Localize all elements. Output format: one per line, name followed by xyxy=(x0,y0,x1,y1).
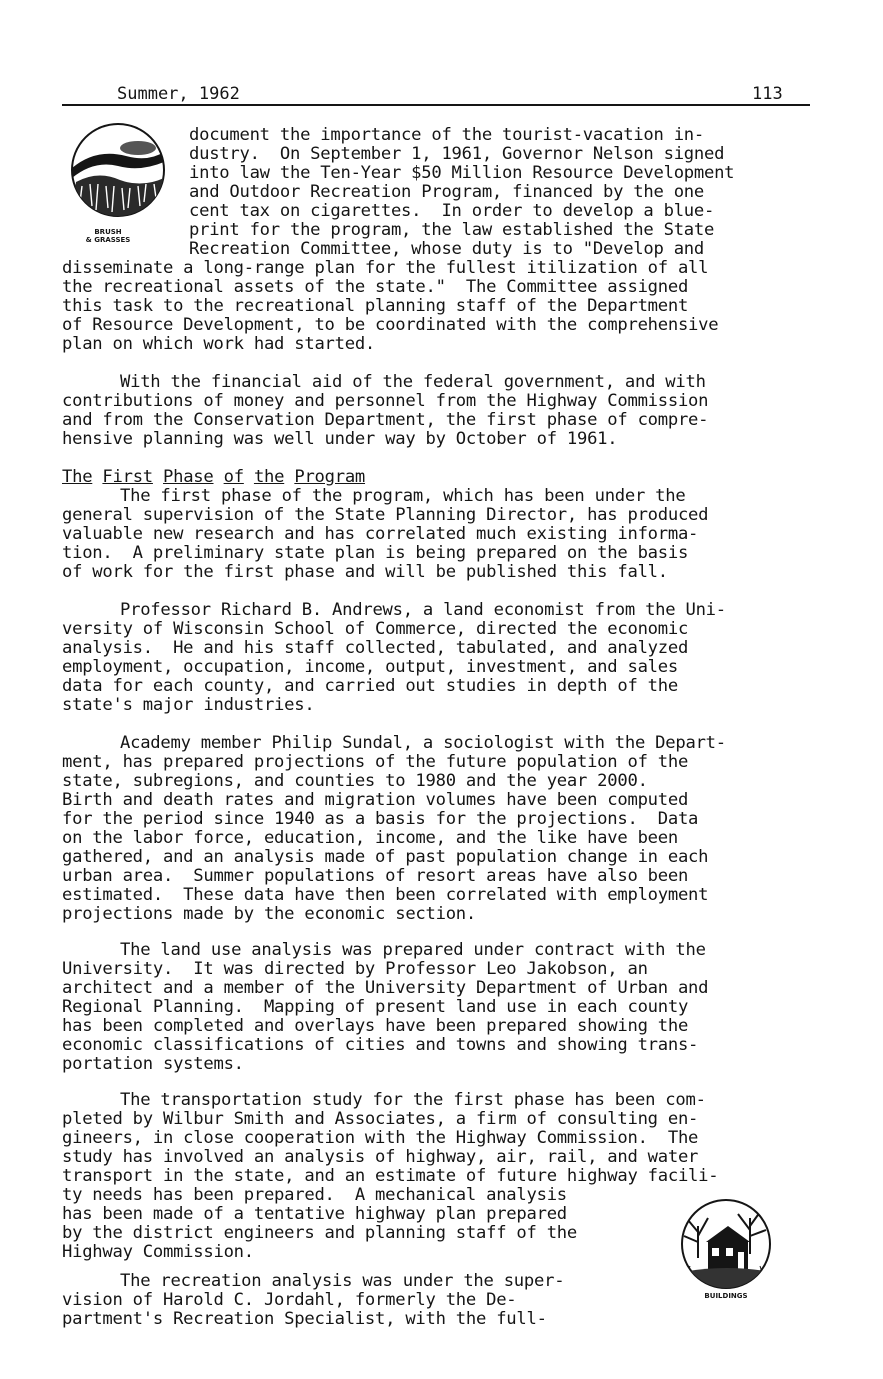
text-line: gineers, in close cooperation with the Highway Commission. The xyxy=(62,1128,699,1148)
text-line: versity of Wisconsin School of Commerce, directed the economic xyxy=(62,619,689,639)
emblem-caption-bottom: BUILDINGS xyxy=(704,1292,748,1300)
text-line: data for each county, and carried out studies in depth of the xyxy=(62,676,678,696)
text-line: by the district engineers and planning staff of the xyxy=(62,1223,577,1243)
caption-line-grasses: & GRASSES xyxy=(85,236,131,244)
text-line: and Outdoor Recreation Program, financed by the one xyxy=(189,182,704,202)
heading-word: Phase xyxy=(163,467,214,487)
text-line: University. It was directed by Professor Leo Jakobson, an xyxy=(62,959,648,979)
emblem-caption-top xyxy=(74,228,142,244)
brush-grasses-icon xyxy=(68,122,170,222)
text-line: vision of Harold C. Jordahl, formerly the De- xyxy=(62,1290,517,1310)
section-heading xyxy=(62,468,365,487)
text-line: plan on which work had started. xyxy=(62,334,376,354)
text-line: Recreation Committee, whose duty is to "Develop and xyxy=(189,239,704,259)
text-line: has been completed and overlays have been prepared showing the xyxy=(62,1016,689,1036)
issue-date: Summer, 1962 xyxy=(117,84,240,104)
text-line: on the labor force, education, income, and the like have been xyxy=(62,828,678,848)
text-line: pleted by Wilbur Smith and Associates, a firm of consulting en- xyxy=(62,1109,699,1129)
text-line: partment's Recreation Specialist, with the full- xyxy=(62,1309,547,1329)
text-line: valuable new research and has correlated much existing informa- xyxy=(62,524,699,544)
text-line: ty needs has been prepared. A mechanical analysis xyxy=(62,1185,567,1205)
text-line: The first phase of the program, which has been under the xyxy=(120,486,686,506)
text-line: Highway Commission. xyxy=(62,1242,254,1262)
text-line: portation systems. xyxy=(62,1054,244,1074)
text-line: economic classifications of cities and towns and showing trans- xyxy=(62,1035,699,1055)
text-line: disseminate a long-range plan for the fullest itilization of all xyxy=(62,258,709,278)
heading-word: First xyxy=(102,467,153,487)
header-rule xyxy=(62,104,810,106)
text-line: The transportation study for the first phase has been com- xyxy=(120,1090,706,1110)
heading-word: the xyxy=(253,467,285,487)
heading-word: Program xyxy=(294,467,366,487)
text-line: general supervision of the State Planning Director, has produced xyxy=(62,505,709,525)
text-line: Academy member Philip Sundal, a sociologist with the Depart- xyxy=(120,733,726,753)
buildings-emblem xyxy=(676,1196,776,1292)
text-line: cent tax on cigarettes. In order to develop a blue- xyxy=(189,201,715,221)
text-line: state, subregions, and counties to 1980 and the year 2000. xyxy=(62,771,648,791)
text-line: of work for the first phase and will be published this fall. xyxy=(62,562,668,582)
caption-line-brush: BRUSH xyxy=(94,228,122,236)
text-line: architect and a member of the University Department of Urban and xyxy=(62,978,709,998)
text-line: Regional Planning. Mapping of present land use in each county xyxy=(62,997,689,1017)
text-line: print for the program, the law established the State xyxy=(189,220,715,240)
text-line: tion. A preliminary state plan is being prepared on the basis xyxy=(62,543,689,563)
text-line: the recreational assets of the state." The Committee assigned xyxy=(62,277,689,297)
text-line: analysis. He and his staff collected, tabulated, and analyzed xyxy=(62,638,689,658)
buildings-icon xyxy=(676,1196,776,1292)
text-line: employment, occupation, income, output, investment, and sales xyxy=(62,657,678,677)
heading-word: of xyxy=(223,467,244,487)
text-line: study has involved an analysis of highway, air, rail, and water xyxy=(62,1147,699,1167)
brush-grasses-emblem xyxy=(68,122,170,222)
text-line: state's major industries. xyxy=(62,695,315,715)
text-line: this task to the recreational planning staff of the Department xyxy=(62,296,689,316)
heading-word: The xyxy=(62,467,93,487)
text-line: Birth and death rates and migration volumes have been computed xyxy=(62,790,689,810)
text-line: gathered, and an analysis made of past population change in each xyxy=(62,847,709,867)
text-line: The recreation analysis was under the super- xyxy=(120,1271,565,1291)
text-line: dustry. On September 1, 1961, Governor Nelson signed xyxy=(189,144,725,164)
text-line: transport in the state, and an estimate of future highway facili- xyxy=(62,1166,719,1186)
text-line: has been made of a tentative highway plan prepared xyxy=(62,1204,567,1224)
text-line: of Resource Development, to be coordinated with the comprehensive xyxy=(62,315,719,335)
text-line: urban area. Summer populations of resort areas have also been xyxy=(62,866,689,886)
text-line: document the importance of the tourist-vacation in- xyxy=(189,125,704,145)
text-line: hensive planning was well under way by October of 1961. xyxy=(62,429,618,449)
text-line: The land use analysis was prepared under contract with the xyxy=(120,940,706,960)
text-line: and from the Conservation Department, the first phase of compre- xyxy=(62,410,709,430)
text-line: With the financial aid of the federal government, and with xyxy=(120,372,706,392)
text-line: contributions of money and personnel from the Highway Commission xyxy=(62,391,709,411)
text-line: into law the Ten-Year $50 Million Resource Development xyxy=(189,163,735,183)
text-line: ment, has prepared projections of the future population of the xyxy=(62,752,689,772)
text-line: Professor Richard B. Andrews, a land economist from the Uni- xyxy=(120,600,726,620)
text-line: projections made by the economic section. xyxy=(62,904,477,924)
text-line: estimated. These data have then been correlated with employment xyxy=(62,885,709,905)
text-line: for the period since 1940 as a basis for the projections. Data xyxy=(62,809,699,829)
page-number: 113 xyxy=(752,84,783,104)
